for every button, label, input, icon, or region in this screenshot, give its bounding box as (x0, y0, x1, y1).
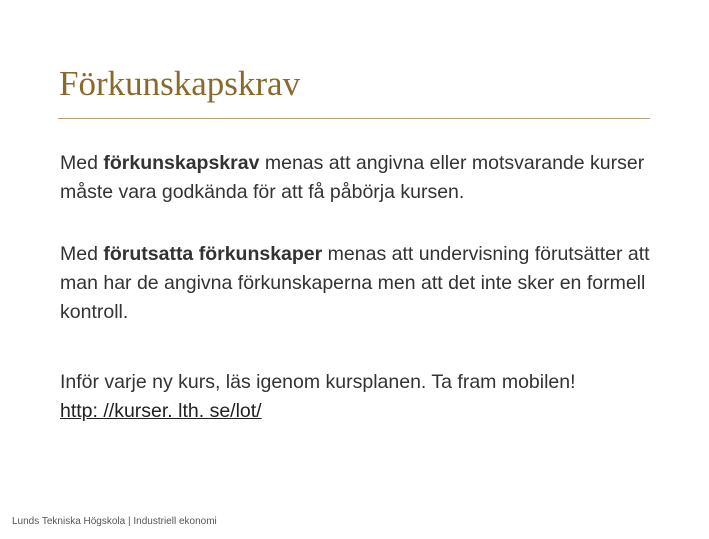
paragraph-text: Med (60, 243, 104, 265)
slide-title: Förkunskapskrav (59, 64, 301, 103)
title-divider (58, 118, 650, 119)
term-forutsatta-forkunskaper: förutsatta förkunskaper (103, 243, 323, 265)
paragraph-prerequisites (60, 149, 660, 207)
paragraph-text: menas att angivna eller motsvarande kurser måste vara godkända för att få påbörja kursen. (60, 152, 645, 203)
paragraph-text: Med (60, 152, 104, 174)
term-forkunskapskrav: förkunskapskrav (103, 152, 260, 174)
paragraph-text: menas att undervisning förutsätter att man har de angivna förkunskaperna men att det inte sker en formell kontroll. (60, 243, 650, 323)
paragraph-instructions (60, 368, 660, 426)
course-plan-link[interactable]: http: //kurser. lth. se/lot/ (60, 400, 262, 422)
paragraph-assumed-knowledge (60, 240, 660, 327)
footer-text: Lunds Tekniska Högskola | Industriell ekonomi (12, 516, 217, 527)
instruction-text: Inför varje ny kurs, läs igenom kursplanen. Ta fram mobilen! (60, 371, 576, 393)
